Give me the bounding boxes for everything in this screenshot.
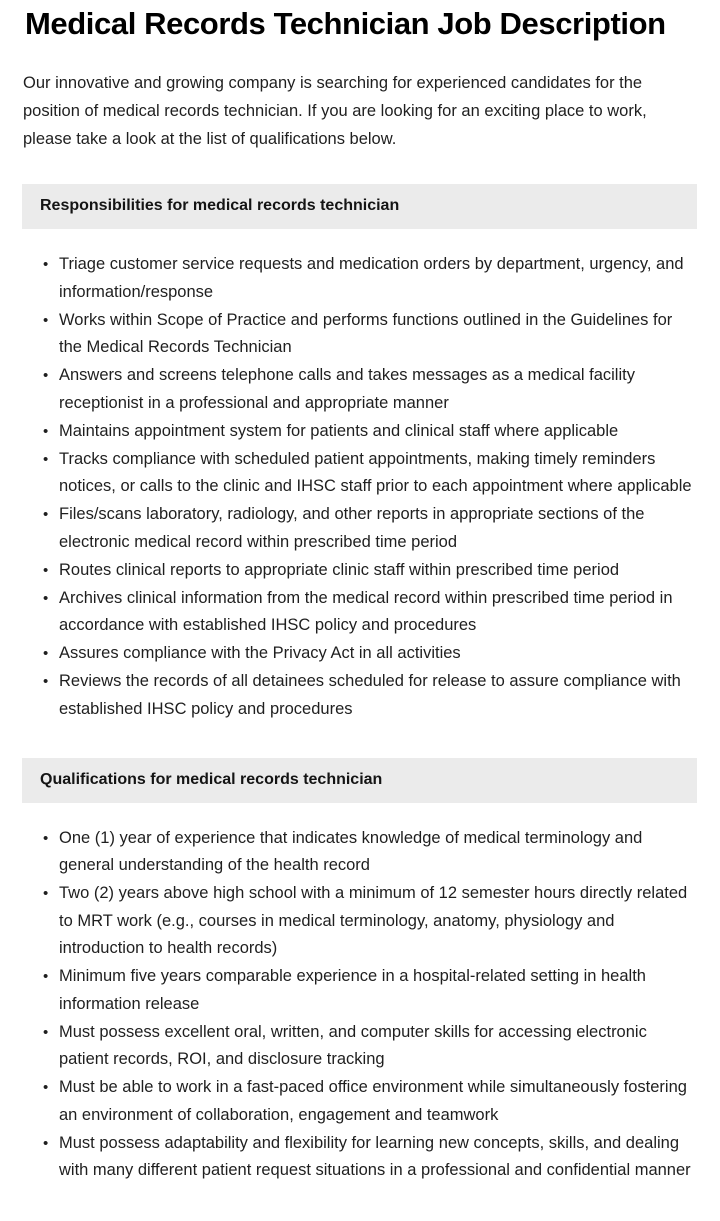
page-bottom-spacer xyxy=(0,1185,720,1221)
list-item xyxy=(43,640,698,668)
list-item xyxy=(43,362,698,417)
list-item xyxy=(43,1074,698,1129)
list-item-text: Routes clinical reports to appropriate clinic staff within prescribed time period xyxy=(59,560,620,579)
list-item xyxy=(43,446,698,501)
intro-paragraph: Our innovative and growing company is searching for experienced candidates for the position of medical records technician. If you are looking for an exciting place to work, please take a look at the list of qualifications below. xyxy=(23,74,647,149)
list-item xyxy=(43,668,698,723)
list-item-text: Answers and screens telephone calls and takes messages as a medical facility receptionist in a professional and appropriate manner xyxy=(59,366,635,412)
list-item xyxy=(43,963,698,1018)
list-item-text: Maintains appointment system for patients and clinical staff where applicable xyxy=(59,421,619,440)
list-item-text: Two (2) years above high school with a minimum of 12 semester hours directly related to MRT work (e.g., courses in medical terminology, anatomy, physiology and introduction to health records) xyxy=(59,884,688,958)
section-spacer xyxy=(0,153,720,184)
bullet-list xyxy=(0,803,720,1185)
section xyxy=(0,153,720,723)
list-item xyxy=(43,307,698,362)
list-item-text: Archives clinical information from the medical record within prescribed time period in accordance with established IHSC policy and procedures xyxy=(59,588,673,635)
section-header-label: Responsibilities for medical records technician xyxy=(40,197,400,215)
section-header xyxy=(22,184,697,229)
list-item xyxy=(43,418,698,446)
list-item-text: Reviews the records of all detainees scheduled for release to assure compliance with established IHSC policy and procedures xyxy=(59,672,681,718)
list-item xyxy=(43,501,698,556)
section xyxy=(0,724,720,1185)
list-item xyxy=(43,585,698,640)
list-item-text: Tracks compliance with scheduled patient appointments, making timely reminders notices, or calls to the clinic and IHSC staff prior to each appointment where applicable xyxy=(59,449,692,496)
list-item-text: Must possess adaptability and flexibility for learning new concepts, skills, and dealing with many different patient request situations in a professional and confidential manner xyxy=(59,1133,691,1180)
sections-container xyxy=(0,153,720,1185)
list-item xyxy=(43,825,698,880)
list-item-text: Minimum five years comparable experience in a hospital-related setting in health information release xyxy=(59,967,646,1013)
list-item-text: Assures compliance with the Privacy Act in all activities xyxy=(59,644,461,663)
list-item xyxy=(43,1019,698,1074)
section-header xyxy=(22,758,697,803)
list-item xyxy=(43,557,698,585)
bullet-list xyxy=(0,229,720,723)
page-title: Medical Records Technician Job Description xyxy=(25,6,666,41)
list-item xyxy=(43,880,698,963)
list-item xyxy=(43,1130,698,1185)
list-item-text: Works within Scope of Practice and performs functions outlined in the Guidelines for the Medical Records Technician xyxy=(59,310,673,357)
list-item-text: Files/scans laboratory, radiology, and other reports in appropriate sections of the electronic medical record within prescribed time period xyxy=(59,505,645,551)
list-item-text: Triage customer service requests and medication orders by department, urgency, and information/response xyxy=(59,255,684,301)
list-item xyxy=(43,251,698,306)
section-spacer xyxy=(0,724,720,758)
list-item-text: Must possess excellent oral, written, and computer skills for accessing electronic patient records, ROI, and disclosure tracking xyxy=(59,1022,647,1069)
list-item-text: Must be able to work in a fast-paced office environment while simultaneously fostering an environment of collaboration, engagement and teamwork xyxy=(59,1078,687,1124)
section-header-label: Qualifications for medical records technician xyxy=(40,770,383,788)
list-item-text: One (1) year of experience that indicates knowledge of medical terminology and general understanding of the health record xyxy=(59,828,643,875)
